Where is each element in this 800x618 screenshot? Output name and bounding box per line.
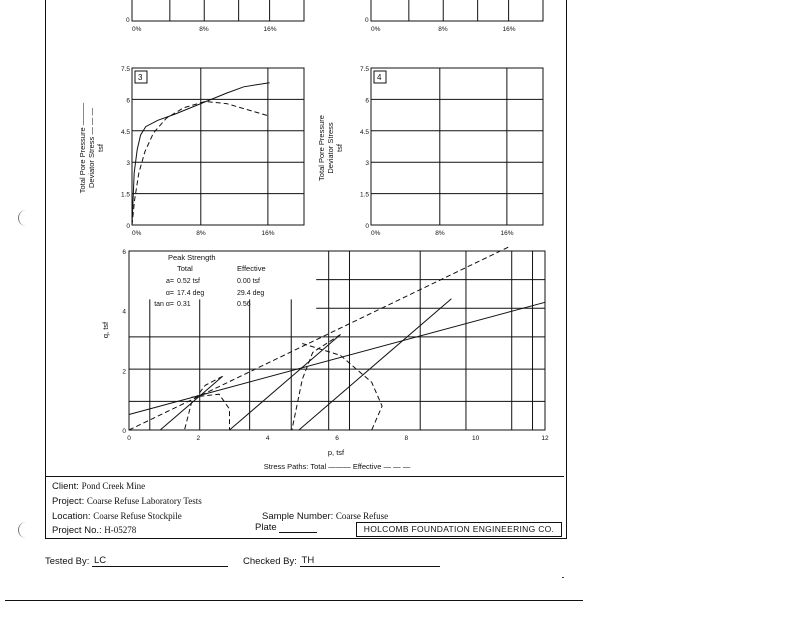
x-tick-label: 12 [541,435,549,442]
y-tick-label: 7.5 [359,66,369,73]
project-value: Coarse Refuse Laboratory Tests [86,496,202,506]
y-axis-label: tsf [96,144,105,152]
y-tick-label: 6 [126,97,130,105]
tested-by [45,556,228,567]
x-tick-label: 16% [502,26,516,33]
x-tick-label: 0 [127,435,131,442]
checked-by-value: TH [301,555,315,566]
strength-row-label: a= [166,278,174,285]
client-line [52,481,145,492]
y-tick-label: 4.5 [359,128,369,136]
client-label: Client: [52,481,79,492]
strength-effective-value: 0.00 tsf [237,278,260,285]
checked-by [243,556,440,567]
pq-diagram [101,246,549,471]
x-tick-label: 8% [438,26,448,33]
x-tick-label: 6 [335,435,339,442]
y-axis-label: Deviator Stress — — — [87,107,96,189]
location-value: Coarse Refuse Stockpile [93,511,182,521]
x-tick-label: 8% [196,230,206,237]
checked-by-field [300,556,440,567]
chart-panel-2 [365,0,543,33]
sample-number-line [262,511,388,522]
location-label: Location: [52,511,91,522]
chart-panel-3 [78,66,304,237]
y-tick-label: 0 [126,223,130,230]
y-tick-label: 3 [365,160,369,168]
failure-line [129,246,510,430]
sample-number-label: Sample Number: [262,511,334,522]
stress-path-legend: Stress Paths: Total ——— Effective — — — [263,462,411,471]
checked-by-label: Checked By: [243,556,297,567]
stress-path [230,335,341,431]
chart-panel-1 [126,0,304,33]
sample-number-value: Coarse Refuse [335,511,389,521]
company-box [356,522,562,537]
strength-total-value: 17.4 deg [177,290,205,297]
strength-col-total: Total [177,264,193,273]
x-tick-label: 8 [404,435,409,442]
x-tick-label: 0% [132,230,142,237]
project-number-label: Project No.: [52,525,102,536]
plot-frame [371,68,543,225]
y-axis-label: Total Pore Pressure ——— [78,102,87,194]
y-axis-label: Total Pore Pressure [317,115,326,181]
strength-effective-value: 29.4 deg [237,290,265,297]
y-tick-label: 0 [122,428,126,435]
project-label: Project: [52,496,85,507]
y-tick-label: 6 [122,249,126,256]
x-tick-label: 0% [132,26,142,33]
tested-by-value: LC [94,555,107,566]
x-tick-label: 4 [265,435,270,442]
project-number-line [52,525,136,536]
y-tick-label: 6 [365,97,369,105]
tested-by-label: Tested By: [45,556,90,567]
strength-total-value: 0.31 [177,301,191,308]
x-tick-label: 8% [199,26,209,33]
location-line [52,511,182,522]
y-axis-label: tsf [335,144,344,152]
x-tick-label: 16% [261,230,275,237]
x-axis-label: p, tsf [327,448,345,457]
panel-label: 3 [138,73,143,82]
strength-effective-value: 0.56 [237,301,251,308]
y-tick-label: 0 [365,223,369,230]
client-value: Pond Creek Mine [81,481,146,491]
plate-label: Plate [255,522,277,533]
y-axis-label: Deviator Stress [326,122,335,174]
y-tick-label: 3 [126,160,130,168]
x-tick-label: 0% [371,230,381,237]
speck [562,577,564,578]
y-axis-label: q, tsf [101,321,110,339]
tested-by-field [92,556,228,567]
chart-panel-4 [317,66,543,237]
x-tick-label: 16% [263,26,277,33]
project-line [52,496,202,507]
y-tick-label: 2 [122,368,126,376]
stress-path [191,394,229,430]
strength-total-value: 0.52 tsf [177,278,200,285]
y-tick-label: 0 [126,17,130,24]
y-tick-label: 1.5 [120,191,130,199]
x-tick-label: 8% [435,230,445,237]
stress-path [299,299,452,430]
company-name: HOLCOMB FOUNDATION ENGINEERING CO. [363,524,555,534]
panel-label: 4 [377,73,382,82]
project-number-value: H-05278 [104,525,137,535]
y-tick-label: 4 [122,308,126,316]
stress-path [185,376,223,430]
y-tick-label: 1.5 [359,191,369,199]
x-tick-label: 2 [196,435,201,442]
strength-row-label: tan α= [154,301,174,308]
bottom-rule [5,600,583,601]
y-tick-label: 0 [365,17,369,24]
plate-line [255,522,317,533]
y-tick-label: 4.5 [120,128,130,136]
x-tick-label: 10 [472,435,480,442]
x-tick-label: 16% [500,230,514,237]
x-tick-label: 0% [371,26,381,33]
strength-col-effective: Effective [237,264,266,273]
plate-blank [279,522,317,533]
plot-frame [132,68,304,225]
plot-frame [371,0,543,21]
strength-row-label: α= [165,290,174,297]
y-tick-label: 7.5 [120,66,130,73]
strength-table-title: Peak Strength [168,253,216,262]
plot-frame [132,0,304,21]
